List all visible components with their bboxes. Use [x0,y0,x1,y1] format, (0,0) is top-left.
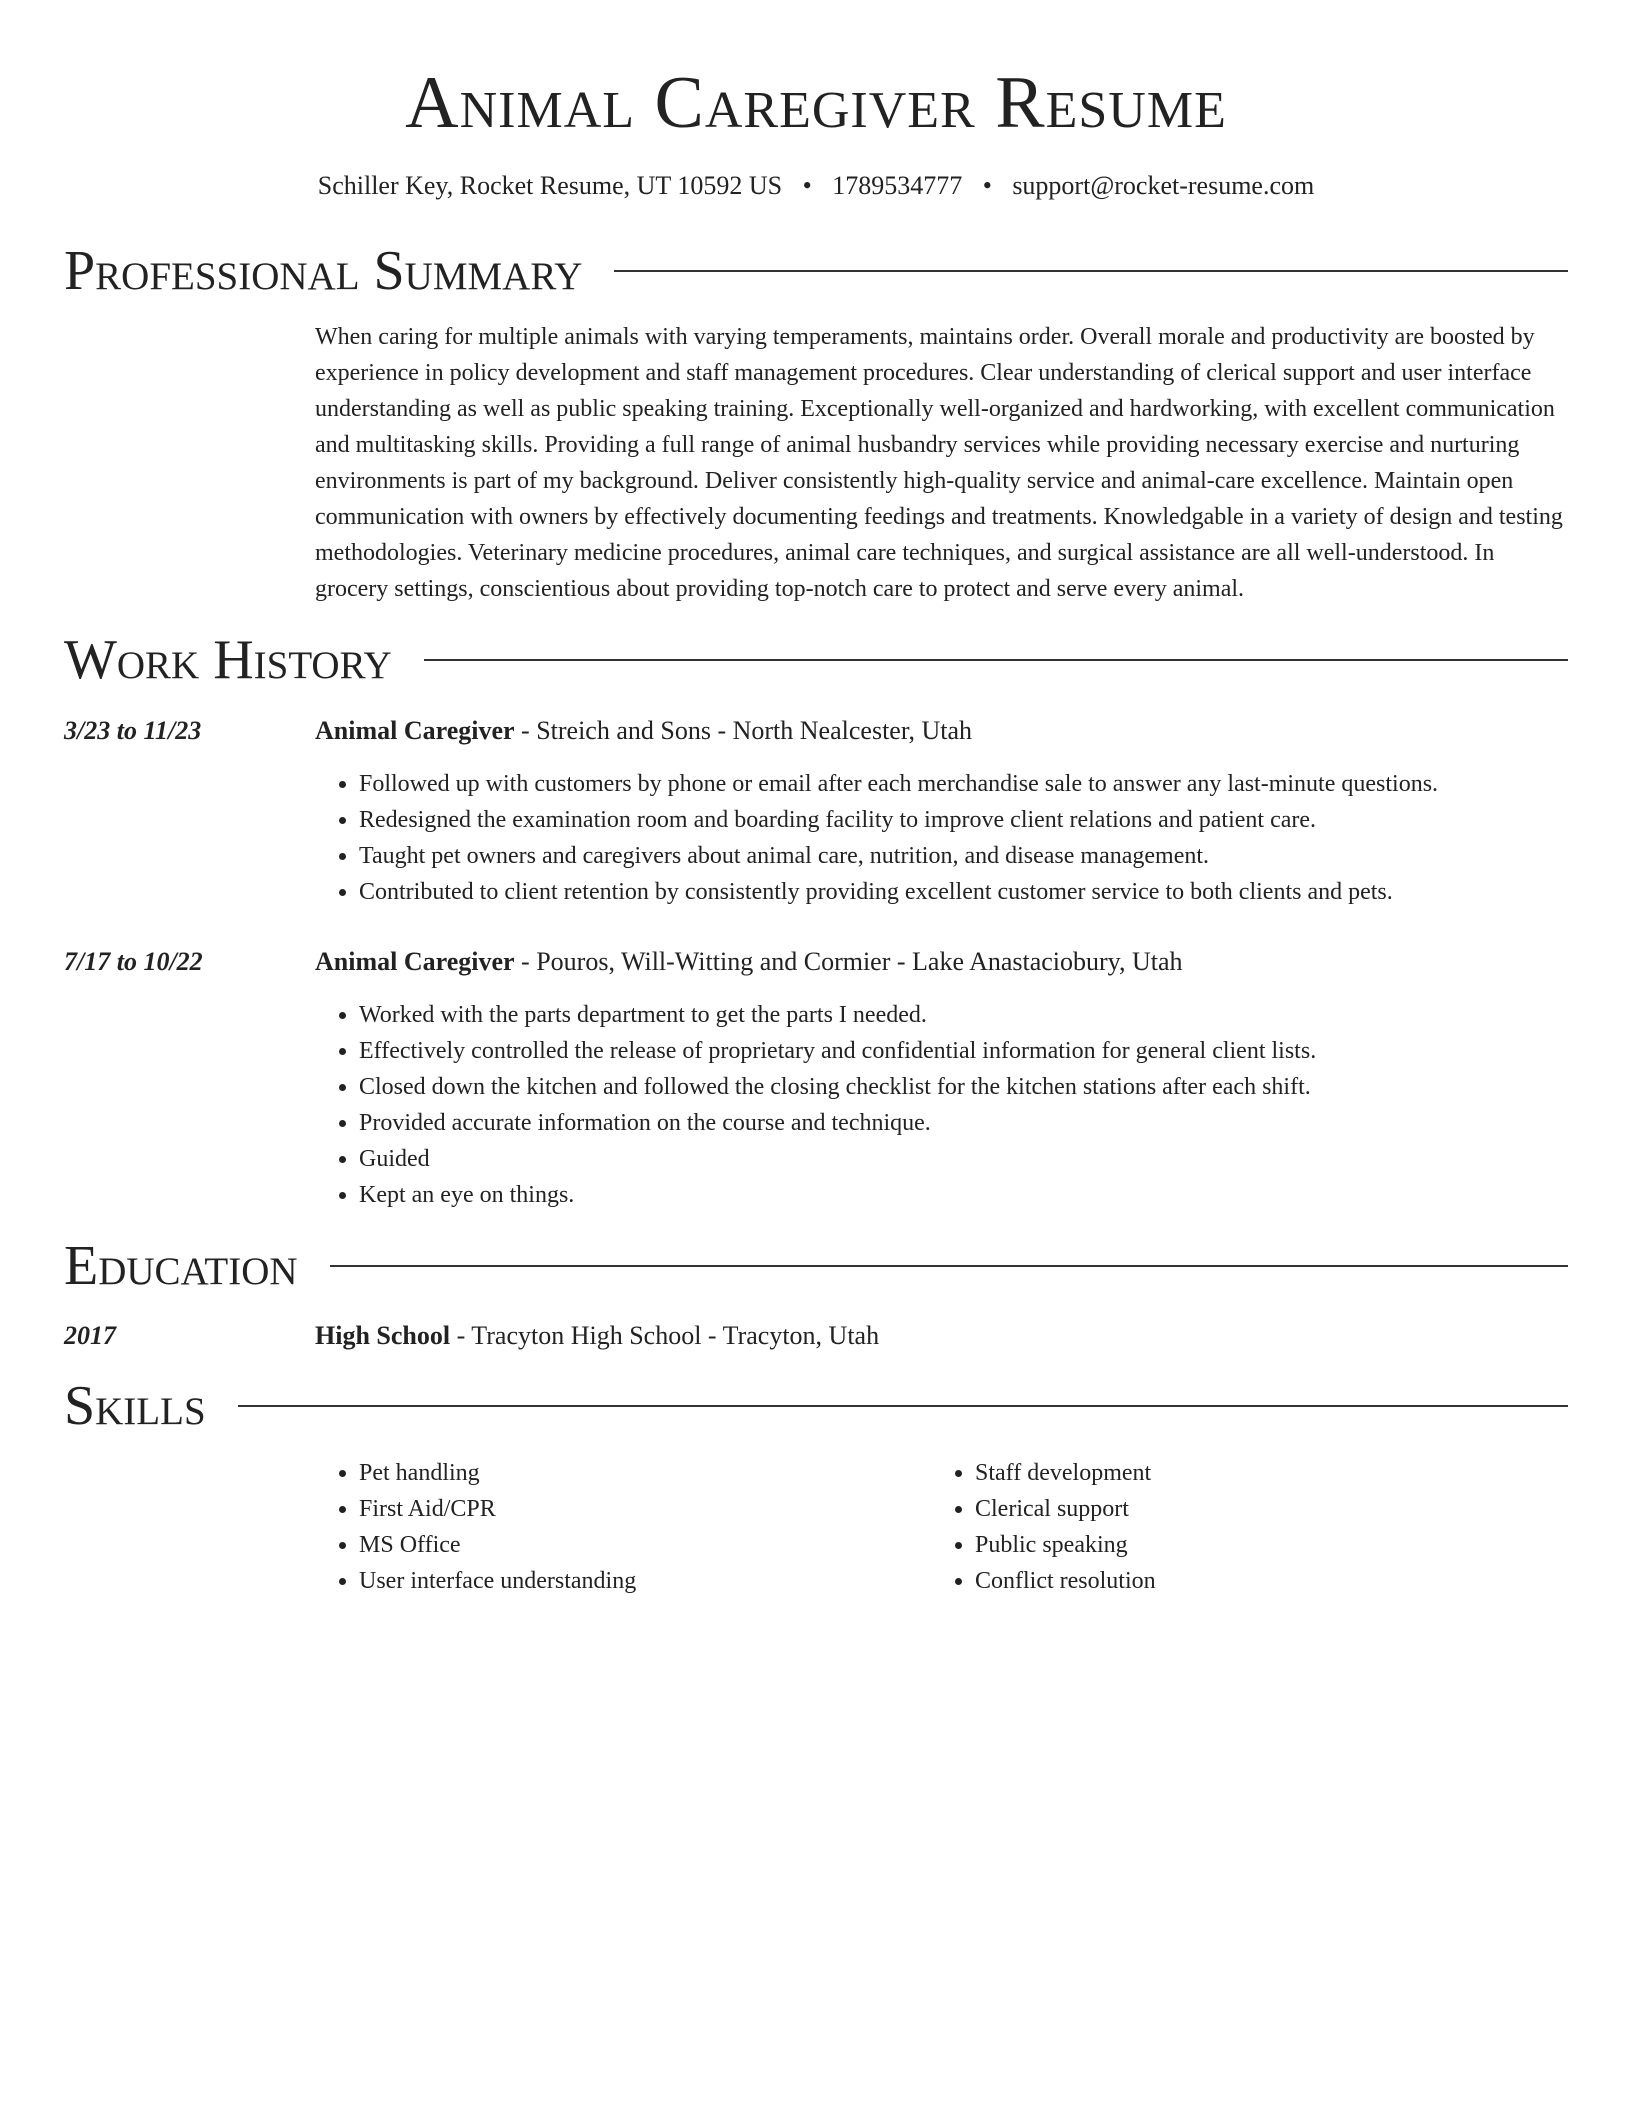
education-heading-text: Education [64,1235,298,1297]
list-item: • Effectively controlled the release of proprietary and confidential information for general client lists. [359,1033,1568,1069]
job-info [315,944,1568,980]
skills-list [315,1455,1568,1599]
section-divider [330,1265,1568,1267]
list-item: • Taught pet owners and caregivers about animal care, nutrition, and disease management. [359,838,1568,874]
summary-text: When caring for multiple animals with varying temperaments, maintains order. Overall morale and productivity are boosted by experience in policy development and staff management procedures. Clear understanding of clerical support and user interface understanding as well as public speaking training. Exceptionally well-organized and hardworking, with excellent communication and multitasking skills. Providing a full range of animal husbandry services while providing necessary exercise and nurturing environments is part of my background. Deliver consistently high-quality service and animal-care excellence. Maintain open communication with owners by effectively documenting feedings and treatments. Knowledgable in a variety of design and testing methodologies. Veterinary medicine procedures, animal care techniques, and surgical assistance are all well-understood. In grocery settings, conscientious about providing top-notch care to protect and serve every animal. [315,324,1563,602]
job-info [315,713,1568,749]
education-entry [64,1318,1568,1354]
list-item: • Followed up with customers by phone or email after each merchandise sale to answer any last-minute questions. [359,766,1568,802]
job-dates: 7/17 to 10/22 [64,947,203,976]
section-divider [614,270,1568,272]
skills-column-right [931,1455,1547,1599]
skills-section-heading [64,1373,1568,1439]
list-item: • User interface understanding [359,1563,931,1599]
contact-email: support@rocket-resume.com [1012,171,1315,200]
work-heading-text: Work History [64,629,392,691]
list-item: • Worked with the parts department to get the parts I needed. [359,997,1568,1033]
job-title: Animal Caregiver [315,716,515,745]
list-item: • Provided accurate information on the course and technique. [359,1105,1568,1141]
job-dates: 3/23 to 11/23 [64,716,202,745]
education-info [315,1318,1568,1354]
list-item: • Kept an eye on things. [359,1177,1568,1213]
education-section-heading [64,1233,1568,1299]
list-item: • Clerical support [975,1491,1547,1527]
skills-heading-text: Skills [64,1375,206,1437]
list-item: • MS Office [359,1527,931,1563]
skills-column-left [315,1455,931,1599]
job-entry-1 [64,713,1568,749]
contact-phone: 1789534777 [832,171,963,200]
list-item: • Conflict resolution [975,1563,1547,1599]
section-divider [424,659,1568,661]
section-divider [238,1405,1568,1407]
job-details: - Streich and Sons - North Nealcester, Utah [514,716,972,745]
contact-separator: • [982,171,992,200]
job-bullets [64,766,1568,910]
resume-title: Animal Caregiver Resume [405,62,1227,144]
education-year: 2017 [64,1321,116,1350]
job-title: Animal Caregiver [315,947,515,976]
list-item: • Staff development [975,1455,1547,1491]
list-item: • First Aid/CPR [359,1491,931,1527]
contact-separator: • [802,171,812,200]
list-item: • Guided [359,1141,1568,1177]
education-degree: High School [315,1321,451,1350]
list-item: • Pet handling [359,1455,931,1491]
contact-address: Schiller Key, Rocket Resume, UT 10592 US [317,171,783,200]
list-item: • Contributed to client retention by consistently providing excellent customer service to both clients and pets. [359,874,1568,910]
education-details: - Tracyton High School - Tracyton, Utah [450,1321,880,1350]
job-bullets [64,997,1568,1213]
list-item: • Redesigned the examination room and boarding facility to improve client relations and patient care. [359,802,1568,838]
job-entry-2 [64,944,1568,980]
list-item: • Public speaking [975,1527,1547,1563]
contact-line [64,168,1568,204]
work-section-heading [64,627,1568,693]
resume-page [64,0,1568,1599]
job-details: - Pouros, Will-Witting and Cormier - Lake Anastaciobury, Utah [514,947,1183,976]
summary-heading-text: Professional Summary [64,240,583,302]
summary-section-heading [64,238,1568,304]
list-item: • Closed down the kitchen and followed the closing checklist for the kitchen stations after each shift. [359,1069,1568,1105]
